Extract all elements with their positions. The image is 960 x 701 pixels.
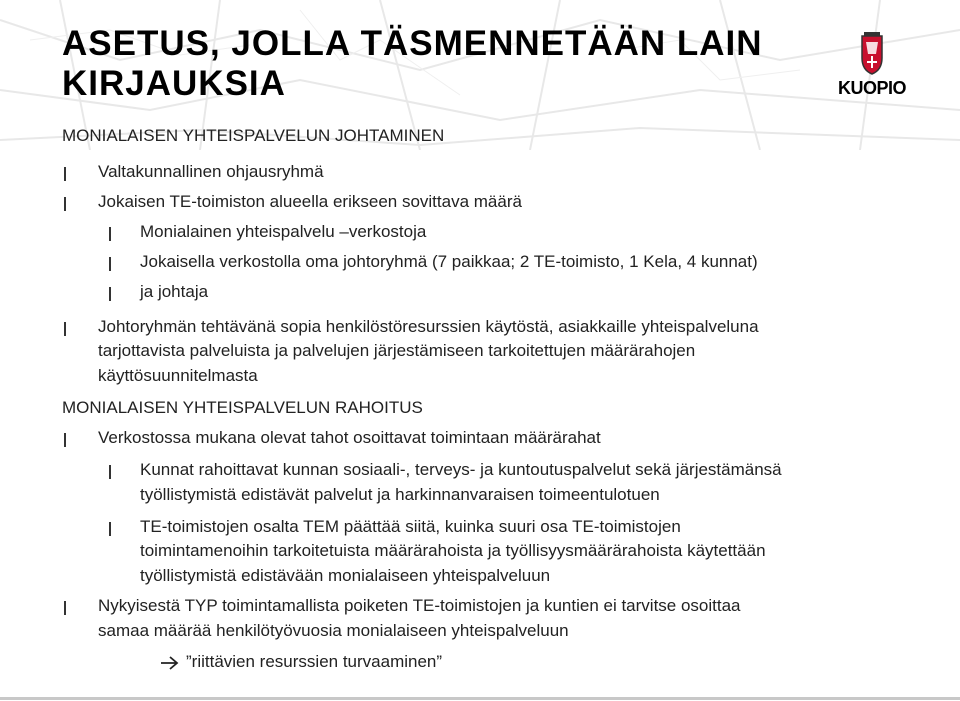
list-item: Verkostossa mukana olevat tahot osoittavat toimintaan määrärahat bbox=[98, 428, 601, 447]
arrow-right-icon bbox=[160, 655, 180, 671]
page-title: ASETUS, JOLLA TÄSMENNETÄÄN LAIN KIRJAUKSIA bbox=[62, 24, 763, 103]
section-heading-johtaminen: MONIALAISEN YHTEISPALVELUN JOHTAMINEN bbox=[62, 126, 445, 145]
sub-list-item: Monialainen yhteispalvelu –verkostoja bbox=[140, 222, 427, 241]
sub-list-item-line: työllistymistä edistävään monialaiseen yhteispalveluun bbox=[140, 566, 551, 585]
bullet-icon bbox=[109, 465, 111, 479]
bullet-icon bbox=[64, 601, 66, 615]
sub-list-item-line: TE-toimistojen osalta TEM päättää siitä, kuinka suuri osa TE-toimistojen bbox=[140, 517, 681, 536]
bullet-icon bbox=[109, 257, 111, 271]
bottom-divider bbox=[0, 697, 960, 700]
coat-of-arms-icon bbox=[832, 32, 912, 78]
sub-list-item: ja johtaja bbox=[140, 282, 209, 301]
sub-list-item-line: toimintamenoihin tarkoitetuista määrärahoista ja työllisyysmäärärahoista käytettään bbox=[140, 541, 766, 560]
bullet-icon bbox=[109, 522, 111, 536]
bullet-icon bbox=[109, 287, 111, 301]
bullet-icon bbox=[64, 322, 66, 336]
bullet-icon bbox=[64, 433, 66, 447]
bullet-icon bbox=[64, 197, 66, 211]
list-item-line: Nykyisestä TYP toimintamallista poiketen TE-toimistojen ja kuntien ei tarvitse osoittaa bbox=[98, 596, 741, 615]
sub-list-item-line: työllistymistä edistävät palvelut ja harkinnanvaraisen toimeentulotuen bbox=[140, 485, 660, 504]
logo-text: KUOPIO bbox=[837, 78, 906, 98]
list-item-line: Johtoryhmän tehtävänä sopia henkilöstöresurssien käytöstä, asiakkaille yhteispalveluna bbox=[98, 317, 759, 336]
list-item-line: samaa määrää henkilötyövuosia monialaiseen yhteispalveluun bbox=[98, 621, 569, 640]
section-heading-rahoitus: MONIALAISEN YHTEISPALVELUN RAHOITUS bbox=[62, 398, 423, 417]
list-item: Valtakunnallinen ohjausryhmä bbox=[98, 162, 324, 181]
kuopio-logo bbox=[832, 32, 912, 104]
list-item-line: tarjottavista palveluista ja palvelujen järjestämiseen tarkoitettujen määrärahojen bbox=[98, 341, 696, 360]
bullet-icon bbox=[64, 167, 66, 181]
sub-list-item-line: Kunnat rahoittavat kunnan sosiaali-, terveys- ja kuntoutuspalvelut sekä järjestämänsä bbox=[140, 460, 782, 479]
sub-list-item: Jokaisella verkostolla oma johtoryhmä (7 paikkaa; 2 TE-toimisto, 1 Kela, 4 kunnat) bbox=[140, 252, 758, 271]
bullet-icon bbox=[109, 227, 111, 241]
list-item: Jokaisen TE-toimiston alueella erikseen sovittava määrä bbox=[98, 192, 522, 211]
conclusion-text: ”riittävien resurssien turvaaminen” bbox=[186, 652, 443, 671]
list-item-line: käyttösuunnitelmasta bbox=[98, 366, 258, 385]
